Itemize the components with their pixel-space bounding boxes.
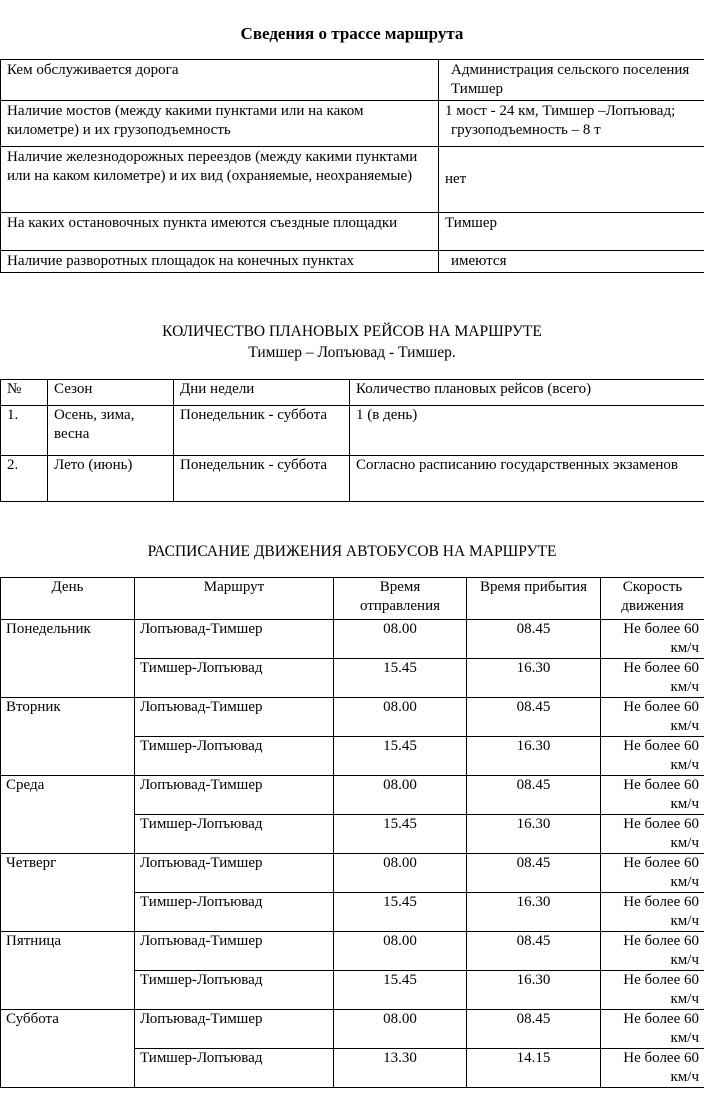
arrival-time: 16.30 bbox=[467, 659, 601, 698]
arrival-time: 16.30 bbox=[467, 971, 601, 1010]
info-answer: Тимшер bbox=[439, 213, 704, 251]
column-header: № bbox=[1, 380, 48, 406]
trips-heading: КОЛИЧЕСТВО ПЛАНОВЫХ РЕЙСОВ НА МАРШРУТЕ bbox=[162, 323, 542, 340]
speed-limit: Не более 60 км/ч bbox=[601, 932, 704, 971]
column-header: Сезон bbox=[48, 380, 174, 406]
column-header: Маршрут bbox=[135, 578, 334, 620]
departure-time: 15.45 bbox=[334, 659, 467, 698]
trip-number: 2. bbox=[1, 456, 48, 502]
info-question: На каких остановочных пункта имеются съездные площадки bbox=[1, 213, 439, 251]
info-question: Наличие мостов (между какими пунктами или на каком километре) и их грузоподъемность bbox=[1, 101, 439, 147]
speed-limit: Не более 60 км/ч bbox=[601, 620, 704, 659]
departure-time: 15.45 bbox=[334, 971, 467, 1010]
trip-count: 1 (в день) bbox=[350, 406, 704, 456]
departure-time: 13.30 bbox=[334, 1049, 467, 1088]
bus-schedule-table bbox=[0, 577, 704, 1088]
arrival-time: 08.45 bbox=[467, 620, 601, 659]
table-row bbox=[1, 776, 704, 815]
speed-limit: Не более 60 км/ч bbox=[601, 737, 704, 776]
speed-limit: Не более 60 км/ч bbox=[601, 815, 704, 854]
table-header-row bbox=[1, 578, 704, 620]
schedule-route: Тимшер-Лопъювад bbox=[135, 893, 334, 932]
arrival-time: 08.45 bbox=[467, 1010, 601, 1049]
schedule-route: Лопъювад-Тимшер bbox=[135, 854, 334, 893]
schedule-day: Суббота bbox=[1, 1010, 135, 1088]
info-row bbox=[1, 213, 704, 251]
schedule-route: Лопъювад-Тимшер bbox=[135, 698, 334, 737]
speed-limit: Не более 60 км/ч bbox=[601, 698, 704, 737]
info-row bbox=[1, 101, 704, 147]
trip-season: Осень, зима, весна bbox=[48, 406, 174, 456]
schedule-route: Тимшер-Лопъювад bbox=[135, 971, 334, 1010]
table-row bbox=[1, 1010, 704, 1049]
route-info-table bbox=[0, 59, 704, 273]
schedule-route: Тимшер-Лопъювад bbox=[135, 1049, 334, 1088]
speed-limit: Не более 60 км/ч bbox=[601, 659, 704, 698]
column-header: День bbox=[1, 578, 135, 620]
schedule-day: Четверг bbox=[1, 854, 135, 932]
speed-limit: Не более 60 км/ч bbox=[601, 893, 704, 932]
info-question: Кем обслуживается дорога bbox=[1, 60, 439, 101]
schedule-day: Пятница bbox=[1, 932, 135, 1010]
departure-time: 15.45 bbox=[334, 737, 467, 776]
planned-trips-table bbox=[0, 379, 704, 502]
info-question: Наличие разворотных площадок на конечных пунктах bbox=[1, 251, 439, 273]
column-header: Время прибытия bbox=[467, 578, 601, 620]
schedule-route: Тимшер-Лопъювад bbox=[135, 815, 334, 854]
arrival-time: 08.45 bbox=[467, 698, 601, 737]
trip-days: Понедельник - суббота bbox=[174, 406, 350, 456]
document-title: Сведения о трассе маршрута bbox=[240, 24, 464, 43]
schedule-route: Лопъювад-Тимшер bbox=[135, 932, 334, 971]
arrival-time: 16.30 bbox=[467, 815, 601, 854]
schedule-day: Понедельник bbox=[1, 620, 135, 698]
arrival-time: 08.45 bbox=[467, 932, 601, 971]
arrival-time: 08.45 bbox=[467, 776, 601, 815]
trip-count: Согласно расписанию государственных экзаменов bbox=[350, 456, 704, 502]
speed-limit: Не более 60 км/ч bbox=[601, 776, 704, 815]
table-row bbox=[1, 406, 704, 456]
schedule-route: Лопъювад-Тимшер bbox=[135, 620, 334, 659]
arrival-time: 14.15 bbox=[467, 1049, 601, 1088]
departure-time: 08.00 bbox=[334, 698, 467, 737]
info-answer: Администрация сельского поселения Тимшер bbox=[439, 60, 704, 101]
arrival-time: 08.45 bbox=[467, 854, 601, 893]
table-row bbox=[1, 456, 704, 502]
trip-number: 1. bbox=[1, 406, 48, 456]
speed-limit: Не более 60 км/ч bbox=[601, 1010, 704, 1049]
schedule-route: Лопъювад-Тимшер bbox=[135, 776, 334, 815]
trip-days: Понедельник - суббота bbox=[174, 456, 350, 502]
info-question: Наличие железнодорожных переездов (между какими пунктами или на каком километре) и их вид (охраняемые, неохраняемые) bbox=[1, 147, 439, 213]
schedule-day: Вторник bbox=[1, 698, 135, 776]
info-answer: имеются bbox=[439, 251, 704, 273]
departure-time: 08.00 bbox=[334, 1010, 467, 1049]
schedule-route: Тимшер-Лопъювад bbox=[135, 659, 334, 698]
schedule-day: Среда bbox=[1, 776, 135, 854]
table-row bbox=[1, 932, 704, 971]
info-answer bbox=[439, 101, 704, 147]
speed-limit: Не более 60 км/ч bbox=[601, 854, 704, 893]
column-header: Время отправления bbox=[334, 578, 467, 620]
departure-time: 08.00 bbox=[334, 932, 467, 971]
table-row bbox=[1, 698, 704, 737]
schedule-route: Тимшер-Лопъювад bbox=[135, 737, 334, 776]
info-answer-line: 1 мост - 24 км, Тимшер –Лопъювад; bbox=[445, 103, 676, 119]
info-answer-line: грузоподъемность – 8 т bbox=[451, 122, 601, 138]
table-row bbox=[1, 620, 704, 659]
arrival-time: 16.30 bbox=[467, 737, 601, 776]
column-header: Количество плановых рейсов (всего) bbox=[350, 380, 704, 406]
departure-time: 08.00 bbox=[334, 620, 467, 659]
info-row bbox=[1, 147, 704, 213]
schedule-heading: РАСПИСАНИЕ ДВИЖЕНИЯ АВТОБУСОВ НА МАРШРУТЕ bbox=[147, 543, 557, 560]
trips-subheading: Тимшер – Лопъювад - Тимшер. bbox=[248, 344, 456, 361]
arrival-time: 16.30 bbox=[467, 893, 601, 932]
column-header: Скорость движения bbox=[601, 578, 704, 620]
table-header-row bbox=[1, 380, 704, 406]
departure-time: 08.00 bbox=[334, 854, 467, 893]
info-row bbox=[1, 60, 704, 101]
table-row bbox=[1, 854, 704, 893]
speed-limit: Не более 60 км/ч bbox=[601, 1049, 704, 1088]
speed-limit: Не более 60 км/ч bbox=[601, 971, 704, 1010]
column-header: Дни недели bbox=[174, 380, 350, 406]
departure-time: 15.45 bbox=[334, 815, 467, 854]
info-row bbox=[1, 251, 704, 273]
departure-time: 15.45 bbox=[334, 893, 467, 932]
trip-season: Лето (июнь) bbox=[48, 456, 174, 502]
departure-time: 08.00 bbox=[334, 776, 467, 815]
info-answer: нет bbox=[439, 147, 704, 213]
schedule-route: Лопъювад-Тимшер bbox=[135, 1010, 334, 1049]
